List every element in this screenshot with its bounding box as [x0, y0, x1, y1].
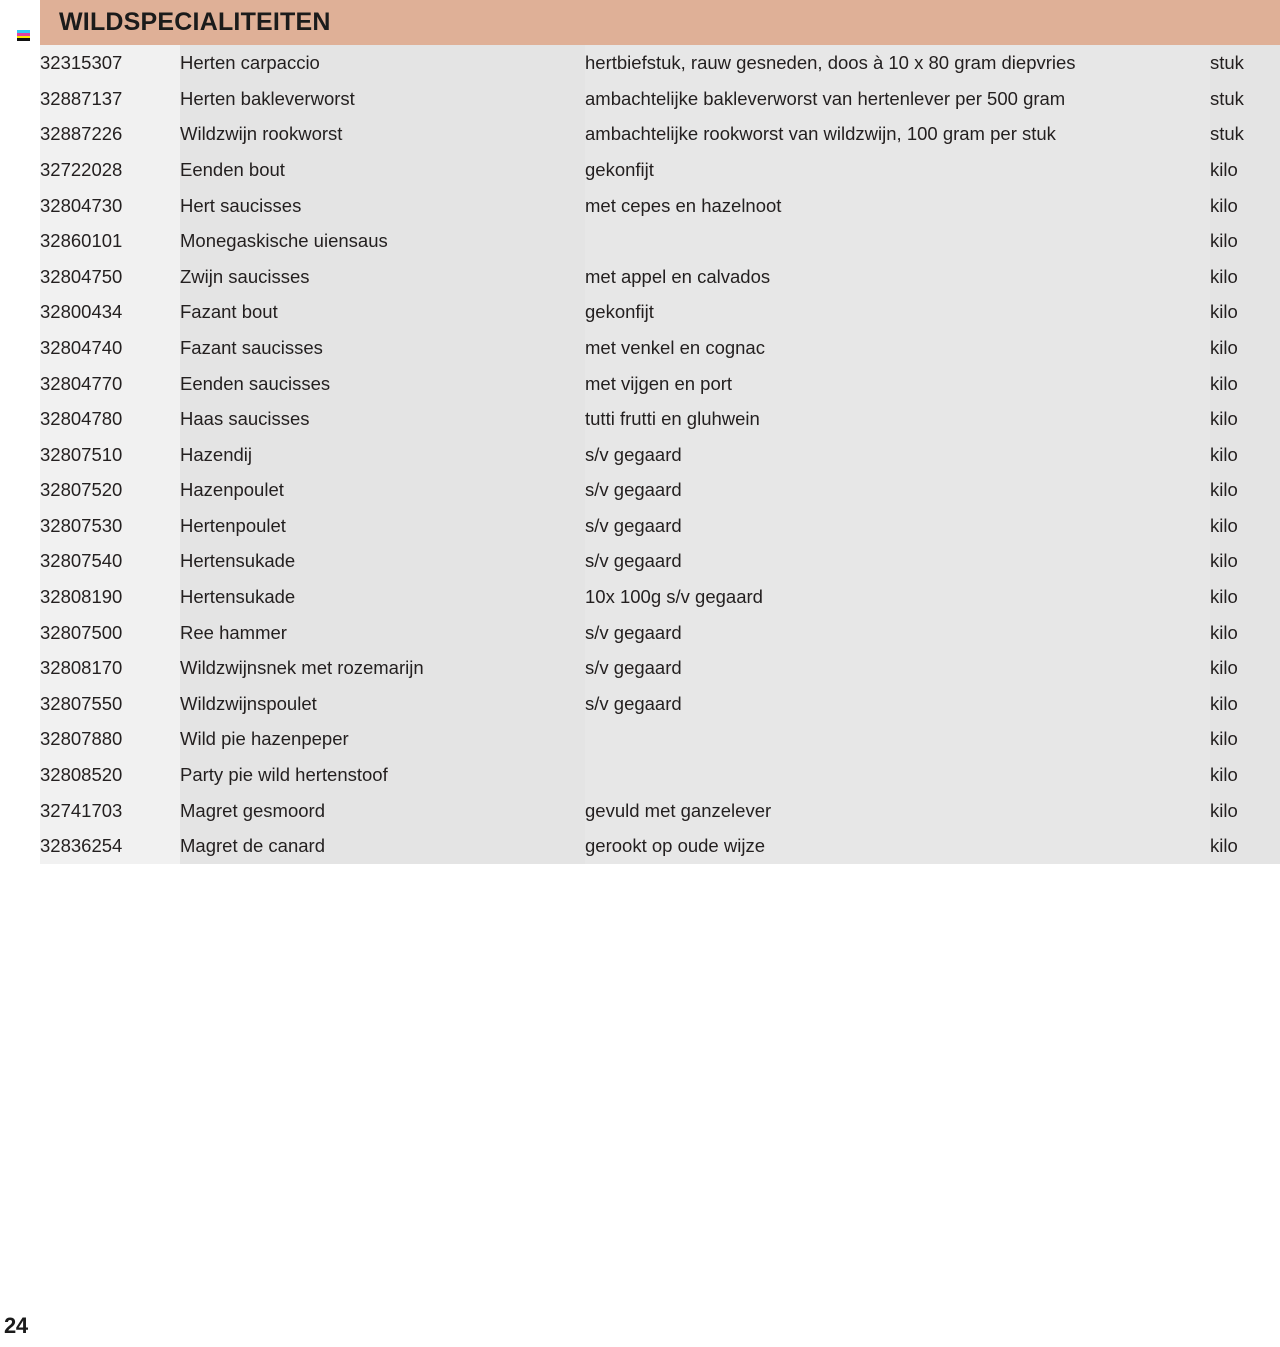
product-code: 32860101: [40, 223, 180, 259]
product-table-body: [40, 45, 1280, 864]
product-name: Zwijn saucisses: [180, 259, 585, 295]
product-row[interactable]: [40, 650, 1280, 686]
product-row[interactable]: [40, 187, 1280, 223]
product-description: 10x 100g s/v gegaard: [585, 579, 1210, 615]
category-title: WILDSPECIALITEITEN: [59, 8, 331, 36]
product-description: met cepes en hazelnoot: [585, 187, 1210, 223]
product-row[interactable]: [40, 615, 1280, 651]
product-unit: stuk: [1210, 45, 1280, 81]
product-code: 32804750: [40, 259, 180, 295]
product-description: tutti frutti en gluhwein: [585, 401, 1210, 437]
product-unit: kilo: [1210, 828, 1280, 864]
colour-swatch-black: [17, 38, 30, 41]
product-name: Eenden saucisses: [180, 365, 585, 401]
product-row[interactable]: [40, 330, 1280, 366]
product-code: 32808170: [40, 650, 180, 686]
product-unit: kilo: [1210, 508, 1280, 544]
product-code: 32807550: [40, 686, 180, 722]
product-code: 32807880: [40, 721, 180, 757]
product-row[interactable]: [40, 259, 1280, 295]
product-table: [40, 45, 1280, 864]
product-row[interactable]: [40, 437, 1280, 473]
product-description: s/v gegaard: [585, 508, 1210, 544]
product-name: Magret de canard: [180, 828, 585, 864]
product-code: 32804780: [40, 401, 180, 437]
product-row[interactable]: [40, 81, 1280, 117]
product-row[interactable]: [40, 223, 1280, 259]
product-name: Party pie wild hertenstoof: [180, 757, 585, 793]
product-description: [585, 223, 1210, 259]
product-code: 32836254: [40, 828, 180, 864]
product-code: 32808190: [40, 579, 180, 615]
product-row[interactable]: [40, 579, 1280, 615]
product-unit: kilo: [1210, 757, 1280, 793]
product-description: gekonfijt: [585, 152, 1210, 188]
product-code: 32887226: [40, 116, 180, 152]
product-name: Haas saucisses: [180, 401, 585, 437]
product-code: 32804730: [40, 187, 180, 223]
product-row[interactable]: [40, 152, 1280, 188]
product-row[interactable]: [40, 116, 1280, 152]
product-code: 32807510: [40, 437, 180, 473]
product-name: Eenden bout: [180, 152, 585, 188]
product-code: 32804770: [40, 365, 180, 401]
product-unit: kilo: [1210, 223, 1280, 259]
product-unit: kilo: [1210, 792, 1280, 828]
product-code: 32807500: [40, 615, 180, 651]
product-unit: kilo: [1210, 365, 1280, 401]
product-code: 32808520: [40, 757, 180, 793]
product-unit: kilo: [1210, 472, 1280, 508]
product-code: 32722028: [40, 152, 180, 188]
product-name: Magret gesmoord: [180, 792, 585, 828]
product-name: Fazant saucisses: [180, 330, 585, 366]
product-name: Herten bakleverworst: [180, 81, 585, 117]
product-description: gevuld met ganzelever: [585, 792, 1210, 828]
product-name: Hertensukade: [180, 543, 585, 579]
product-unit: kilo: [1210, 187, 1280, 223]
product-name: Wildzwijnspoulet: [180, 686, 585, 722]
product-unit: kilo: [1210, 259, 1280, 295]
product-name: Hazenpoulet: [180, 472, 585, 508]
product-name: Hertensukade: [180, 579, 585, 615]
product-name: Hertenpoulet: [180, 508, 585, 544]
product-unit: kilo: [1210, 650, 1280, 686]
product-name: Wild pie hazenpeper: [180, 721, 585, 757]
product-description: s/v gegaard: [585, 472, 1210, 508]
product-code: 32741703: [40, 792, 180, 828]
product-description: s/v gegaard: [585, 686, 1210, 722]
product-unit: kilo: [1210, 579, 1280, 615]
product-row[interactable]: [40, 757, 1280, 793]
product-unit: kilo: [1210, 615, 1280, 651]
product-row[interactable]: [40, 365, 1280, 401]
product-unit: kilo: [1210, 294, 1280, 330]
product-code: 32800434: [40, 294, 180, 330]
product-unit: kilo: [1210, 543, 1280, 579]
product-description: met venkel en cognac: [585, 330, 1210, 366]
product-code: 32807540: [40, 543, 180, 579]
category-banner: [40, 0, 1280, 45]
product-description: ambachtelijke bakleverworst van hertenlever per 500 gram: [585, 81, 1210, 117]
product-name: Hazendij: [180, 437, 585, 473]
product-row[interactable]: [40, 472, 1280, 508]
product-row[interactable]: [40, 792, 1280, 828]
product-code: 32807520: [40, 472, 180, 508]
product-name: Hert saucisses: [180, 187, 585, 223]
product-code: 32315307: [40, 45, 180, 81]
product-unit: kilo: [1210, 330, 1280, 366]
product-description: s/v gegaard: [585, 650, 1210, 686]
product-unit: stuk: [1210, 116, 1280, 152]
product-description: gerookt op oude wijze: [585, 828, 1210, 864]
product-row[interactable]: [40, 45, 1280, 81]
product-code: 32887137: [40, 81, 180, 117]
product-code: 32804740: [40, 330, 180, 366]
product-description: s/v gegaard: [585, 437, 1210, 473]
product-name: Wildzwijn rookworst: [180, 116, 585, 152]
product-row[interactable]: [40, 401, 1280, 437]
product-row[interactable]: [40, 543, 1280, 579]
product-row[interactable]: [40, 508, 1280, 544]
cmyk-registration-colour-bar: [17, 30, 30, 41]
product-unit: kilo: [1210, 686, 1280, 722]
product-description: [585, 757, 1210, 793]
product-row[interactable]: [40, 721, 1280, 757]
product-description: s/v gegaard: [585, 615, 1210, 651]
product-row[interactable]: [40, 294, 1280, 330]
product-row[interactable]: [40, 828, 1280, 864]
product-description: met appel en calvados: [585, 259, 1210, 295]
catalogue-sheet: [40, 0, 1280, 864]
product-description: met vijgen en port: [585, 365, 1210, 401]
product-name: Wildzwijnsnek met rozemarijn: [180, 650, 585, 686]
page-number: 24: [4, 1313, 28, 1338]
product-unit: kilo: [1210, 437, 1280, 473]
product-unit: stuk: [1210, 81, 1280, 117]
product-description: [585, 721, 1210, 757]
product-unit: kilo: [1210, 152, 1280, 188]
product-name: Herten carpaccio: [180, 45, 585, 81]
product-description: hertbiefstuk, rauw gesneden, doos à 10 x 80 gram diepvries: [585, 45, 1210, 81]
product-description: gekonfijt: [585, 294, 1210, 330]
product-unit: kilo: [1210, 721, 1280, 757]
product-description: ambachtelijke rookworst van wildzwijn, 100 gram per stuk: [585, 116, 1210, 152]
product-description: s/v gegaard: [585, 543, 1210, 579]
product-code: 32807530: [40, 508, 180, 544]
product-name: Ree hammer: [180, 615, 585, 651]
product-name: Fazant bout: [180, 294, 585, 330]
product-row[interactable]: [40, 686, 1280, 722]
product-unit: kilo: [1210, 401, 1280, 437]
product-name: Monegaskische uiensaus: [180, 223, 585, 259]
